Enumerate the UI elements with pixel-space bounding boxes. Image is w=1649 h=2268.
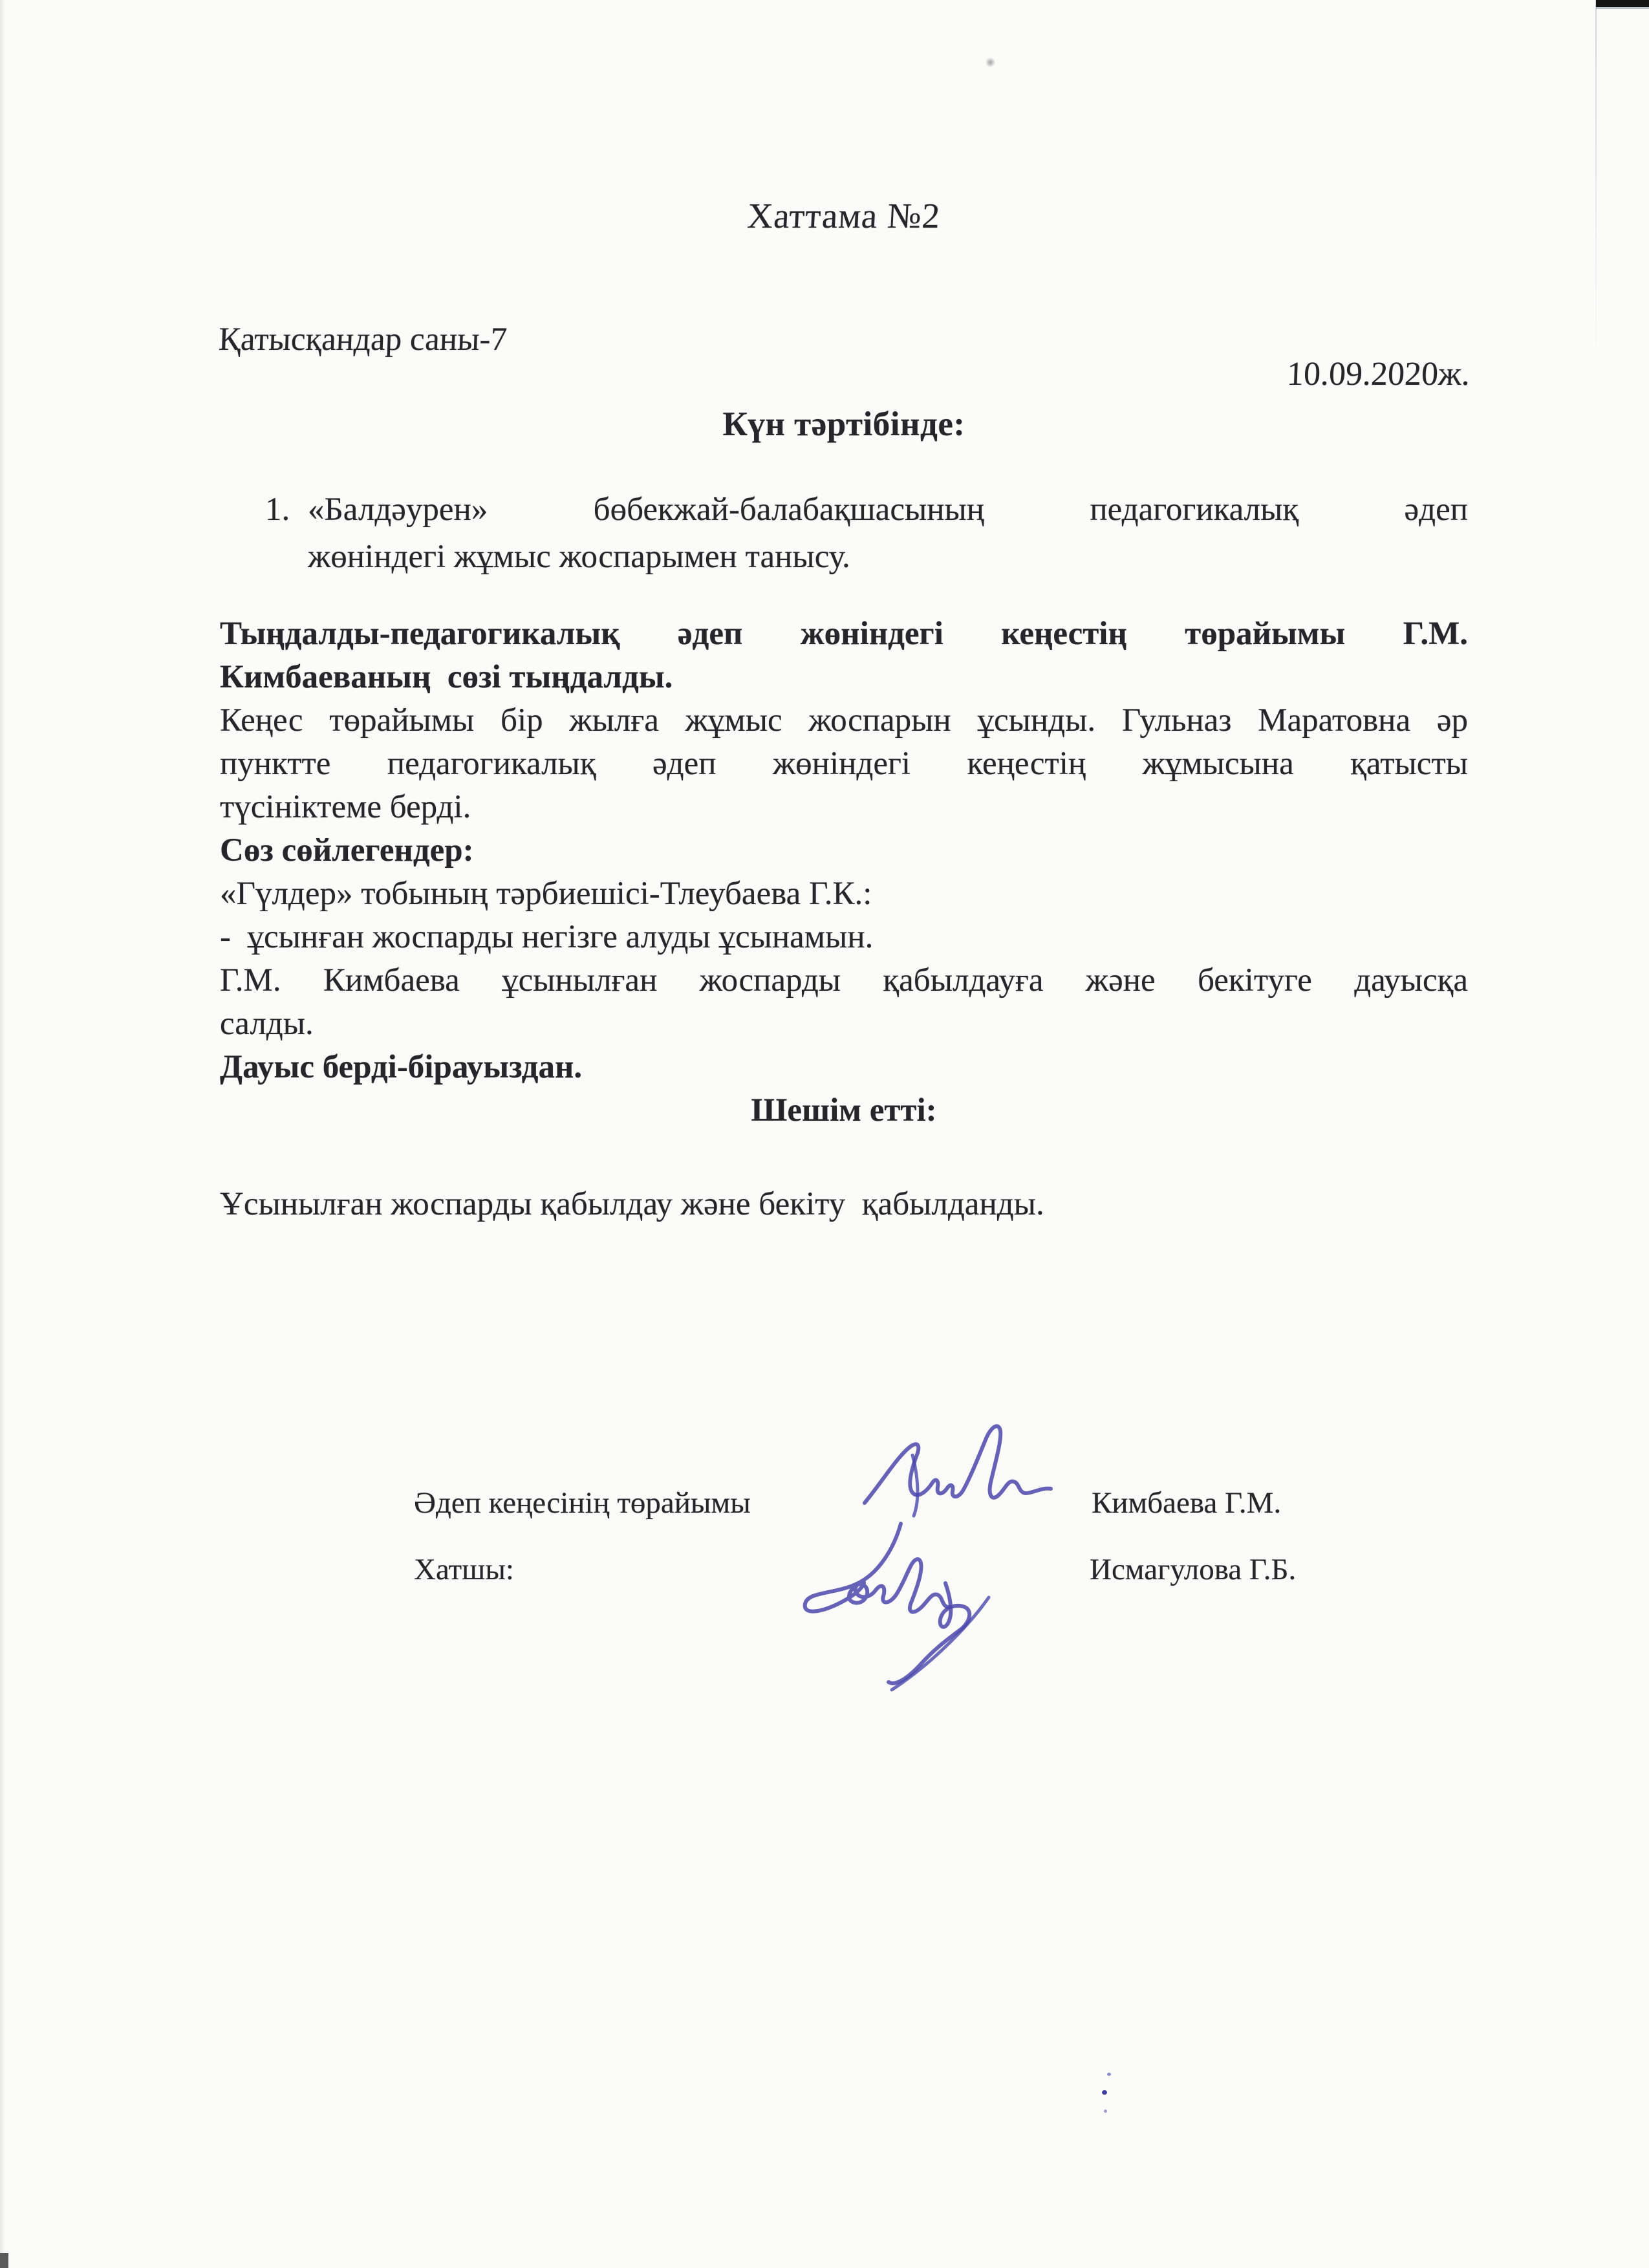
- agenda-item-line: «Балдәурен» бөбекжай-балабақшасының педагогикалық әдеп: [308, 491, 1468, 528]
- signature-name-kimbaeva: Кимбаева Г.М.: [1092, 1486, 1282, 1520]
- ink-speck: [1102, 2090, 1107, 2095]
- agenda-item-line: жөніндегі жұмыс жоспарымен танысу.: [308, 539, 850, 575]
- agenda-item-number: 1.: [265, 491, 290, 528]
- scan-artifact-corner-mark: [0, 2253, 8, 2268]
- body-line: Кеңес төрайымы бір жылға жұмыс жоспарын ұсынды. Гульназ Маратовна әр: [220, 702, 1468, 739]
- body-line: Тыңдалды-педагогикалық әдеп жөніндегі кеңестің төрайымы Г.М.: [220, 616, 1468, 652]
- speakers-heading: Сөз сөйлегендер:: [220, 832, 474, 869]
- signature-name-ismagulova: Исмагулова Г.Б.: [1090, 1553, 1297, 1586]
- decision-line: Ұсынылған жоспарды қабылдау және бекіту қабылданды.: [220, 1186, 1044, 1222]
- document-date: 10.09.2020ж.: [1286, 356, 1471, 393]
- scan-artifact-top-bar-line: [1596, 7, 1649, 9]
- body-line: «Гүлдер» тобының тәрбиешісі-Тлеубаева Г.К.:: [220, 876, 872, 912]
- signature-ink-stroke: [912, 1455, 918, 1516]
- body-line: пунктте педагогикалық әдеп жөніндегі кеңестің жұмысына қатысты: [220, 746, 1468, 782]
- body-line: Г.М. Кимбаева ұсынылған жоспарды қабылдауға және бекітуге дауысқа: [220, 962, 1468, 999]
- body-line: Кимбаеваның сөзі тыңдалды.: [220, 659, 673, 695]
- vote-result-line: Дауыс берді-бірауыздан.: [220, 1049, 583, 1085]
- signature-ink-stroke: [805, 1524, 951, 1612]
- decision-heading: Шешім етті:: [751, 1092, 937, 1129]
- document-title: Хаттама №2: [746, 196, 942, 235]
- participants-count: Қатысқандар саны-7: [218, 321, 508, 358]
- agenda-item-text: [308, 486, 1468, 581]
- scan-left-edge-shadow: [0, 0, 5, 2268]
- scan-edge-line: [1595, 0, 1597, 362]
- handwritten-signature-secretary: [797, 1520, 991, 1714]
- agenda-item-1: [265, 486, 1468, 581]
- ink-speck: [1104, 2110, 1107, 2113]
- body-line: - ұсынған жоспарды негізге алуды ұсынамын.: [220, 919, 874, 955]
- signature-role-chairwoman: Әдеп кеңесінің төрайымы: [414, 1486, 751, 1520]
- body-line: салды.: [220, 1006, 314, 1042]
- handwritten-signature-chairwoman: [857, 1418, 1064, 1524]
- ink-speck: [1107, 2073, 1111, 2076]
- protocol-body: [220, 612, 1468, 1226]
- scan-smudge: [986, 57, 995, 68]
- body-line: түсініктеме берді.: [220, 789, 471, 825]
- signature-ink-stroke: [865, 1426, 1051, 1503]
- agenda-heading: Күн тәртібінде:: [722, 405, 965, 443]
- signature-role-secretary: Хатшы:: [414, 1553, 514, 1586]
- scan-artifact-top-bar: [1596, 0, 1649, 7]
